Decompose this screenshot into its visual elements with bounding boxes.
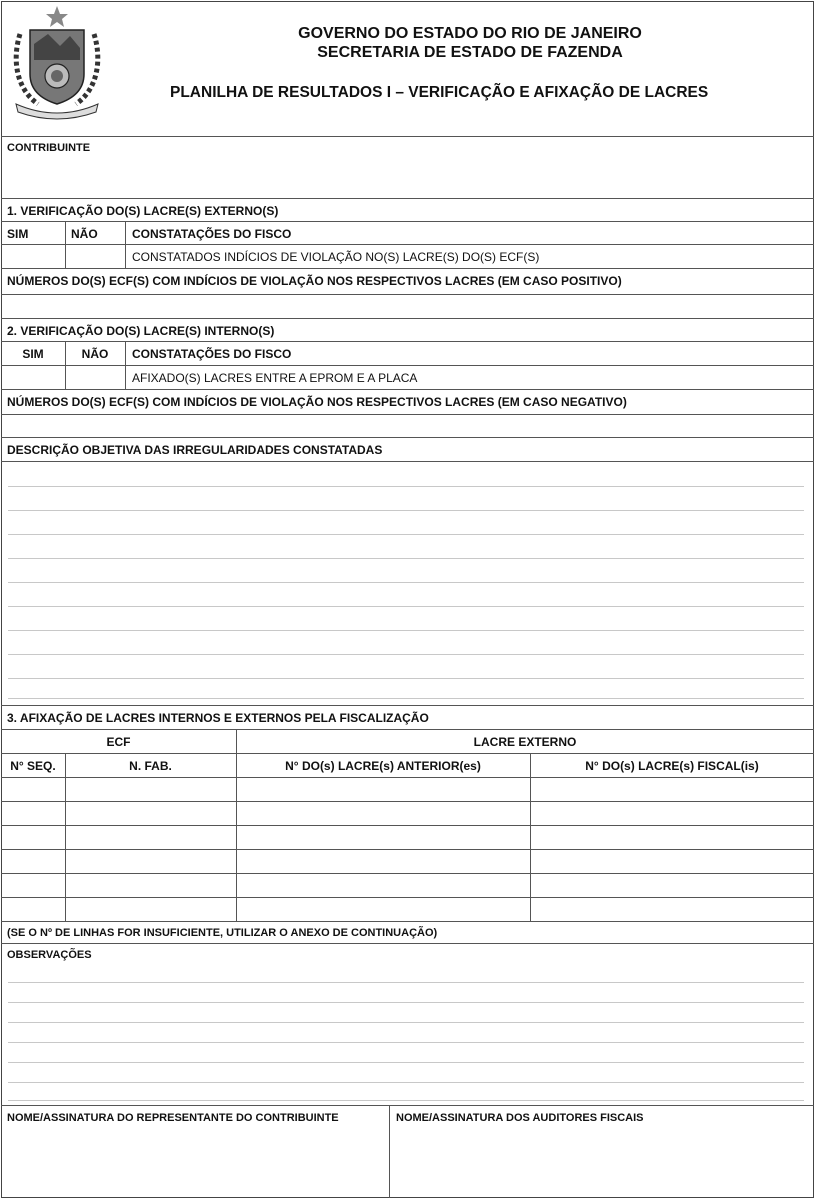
secretariat-title: SECRETARIA DE ESTADO DE FAZENDA	[317, 44, 623, 61]
divider	[1, 414, 814, 415]
section2-col-sim: SIM	[22, 347, 44, 361]
writing-line	[8, 1042, 804, 1043]
divider	[1, 825, 814, 826]
divider	[1, 801, 814, 802]
contribuinte-label: CONTRIBUINTE	[7, 142, 91, 154]
divider	[1, 437, 814, 438]
divider	[125, 221, 126, 268]
divider	[1, 221, 814, 222]
writing-line	[8, 486, 804, 487]
divider	[1, 1105, 814, 1106]
section1-col-nao: NÃO	[71, 227, 98, 241]
writing-line	[8, 582, 804, 583]
section1-col-constatacoes: CONSTATAÇÕES DO FISCO	[132, 227, 292, 241]
government-title: GOVERNO DO ESTADO DO RIO DE JANEIRO	[298, 25, 642, 42]
divider	[1, 943, 814, 944]
divider	[1, 198, 814, 199]
writing-line	[8, 1100, 804, 1101]
writing-line	[8, 630, 804, 631]
section1-item: CONSTATADOS INDÍCIOS DE VIOLAÇÃO NO(S) LACRE(S) DO(S) ECF(S)	[132, 250, 540, 264]
section2-col-constatacoes: CONSTATAÇÕES DO FISCO	[132, 347, 292, 361]
writing-line	[8, 1062, 804, 1063]
divider	[1, 136, 814, 137]
writing-line	[8, 1082, 804, 1083]
divider	[389, 1105, 390, 1198]
divider	[1, 365, 814, 366]
section3-col-fab: N. FAB.	[129, 759, 172, 773]
writing-line	[8, 698, 804, 699]
divider	[1, 461, 814, 462]
divider	[1, 777, 814, 778]
section2-col-nao: NÃO	[81, 347, 109, 361]
divider	[530, 753, 531, 921]
writing-line	[8, 678, 804, 679]
writing-line	[8, 606, 804, 607]
section3-col-seq: N° SEQ.	[10, 759, 56, 773]
divider	[1, 294, 814, 295]
form-frame	[1, 1, 814, 1198]
divider	[1, 705, 814, 706]
section2-title: 2. VERIFICAÇÃO DO(S) LACRE(S) INTERNO(S)	[7, 324, 275, 338]
coat-of-arms-icon	[8, 4, 106, 120]
section3-title: 3. AFIXAÇÃO DE LACRES INTERNOS E EXTERNOS PELA FISCALIZAÇÃO	[7, 711, 429, 725]
writing-line	[8, 1022, 804, 1023]
divider	[1, 729, 814, 730]
writing-line	[8, 558, 804, 559]
section3-note: (SE O Nº DE LINHAS FOR INSUFICIENTE, UTILIZAR O ANEXO DE CONTINUAÇÃO)	[7, 927, 438, 939]
divider	[125, 341, 126, 389]
section1-numbers-label: NÚMEROS DO(S) ECF(S) COM INDÍCIOS DE VIOLAÇÃO NOS RESPECTIVOS LACRES (EM CASO POSITIVO)	[7, 274, 622, 288]
observacoes-label: OBSERVAÇÕES	[7, 949, 92, 961]
section2-item: AFIXADO(S) LACRES ENTRE A EPROM E A PLACA	[132, 371, 418, 385]
divider	[236, 729, 237, 921]
form-title: PLANILHA DE RESULTADOS I – VERIFICAÇÃO E AFIXAÇÃO DE LACRES	[170, 84, 709, 101]
writing-line	[8, 534, 804, 535]
writing-line	[8, 982, 804, 983]
section3-group-lacre: LACRE EXTERNO	[473, 735, 577, 749]
section3-col-anterior: N° DO(s) LACRE(s) ANTERIOR(es)	[285, 759, 481, 773]
divider	[1, 849, 814, 850]
section3-col-fiscal: N° DO(s) LACRE(s) FISCAL(is)	[585, 759, 759, 773]
divider	[1, 318, 814, 319]
writing-line	[8, 510, 804, 511]
divider	[65, 221, 66, 268]
divider	[1, 753, 814, 754]
signature-auditores-label: NOME/ASSINATURA DOS AUDITORES FISCAIS	[396, 1112, 644, 1124]
signature-contribuinte-label: NOME/ASSINATURA DO REPRESENTANTE DO CONTRIBUINTE	[7, 1112, 339, 1124]
writing-line	[8, 1002, 804, 1003]
writing-line	[8, 654, 804, 655]
divider	[1, 268, 814, 269]
section3-group-ecf: ECF	[106, 735, 131, 749]
divider	[1, 873, 814, 874]
divider	[1, 897, 814, 898]
section1-col-sim: SIM	[7, 227, 29, 241]
divider	[1, 921, 814, 922]
descricao-label: DESCRIÇÃO OBJETIVA DAS IRREGULARIDADES CONSTATADAS	[7, 443, 383, 457]
divider	[1, 389, 814, 390]
section1-title: 1. VERIFICAÇÃO DO(S) LACRE(S) EXTERNO(S)	[7, 204, 279, 218]
divider	[1, 244, 814, 245]
divider	[1, 341, 814, 342]
divider	[65, 753, 66, 921]
section2-numbers-label: NÚMEROS DO(S) ECF(S) COM INDÍCIOS DE VIOLAÇÃO NOS RESPECTIVOS LACRES (EM CASO NEGATIVO)	[7, 395, 627, 409]
